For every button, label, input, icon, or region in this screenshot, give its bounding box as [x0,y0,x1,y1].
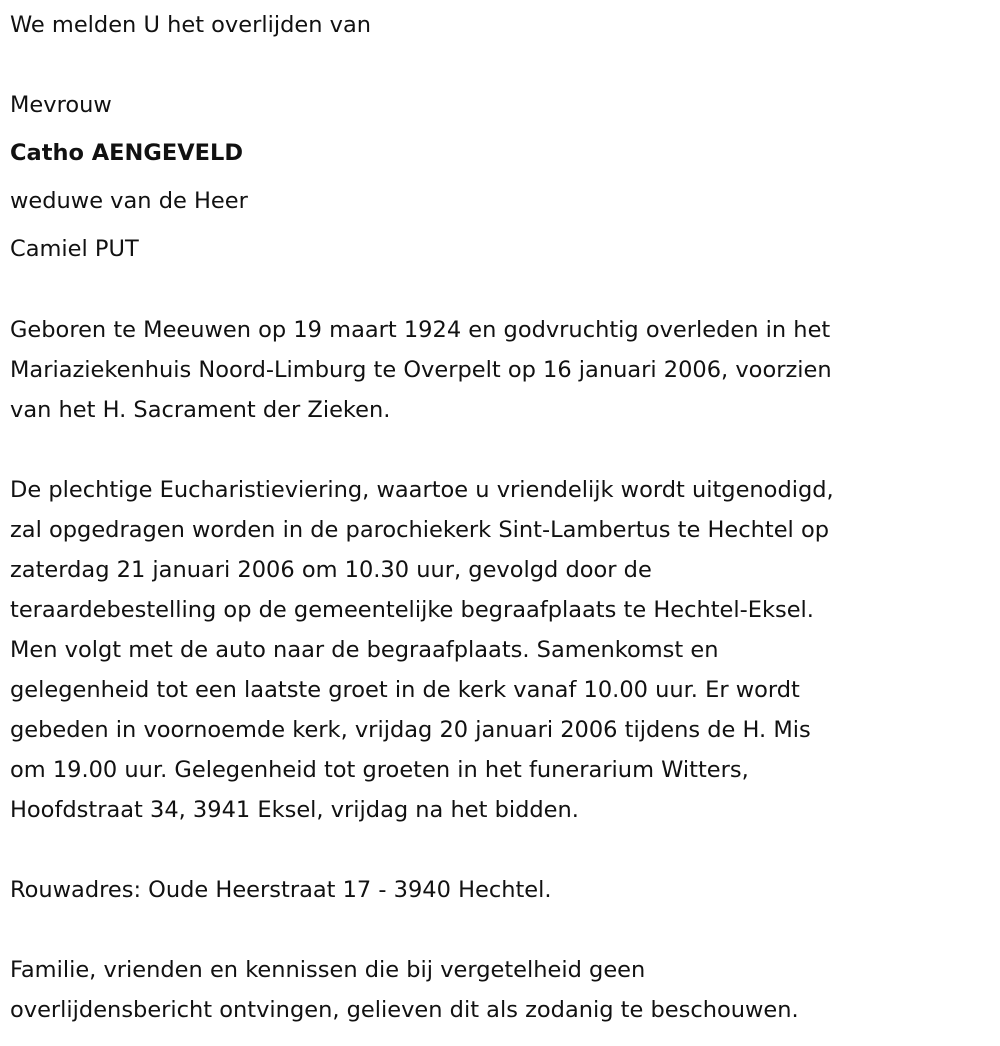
salutation: Mevrouw [10,92,112,118]
paragraph-line: Geboren te Meeuwen op 19 maart 1924 en godvruchtig overleden in het [10,317,831,343]
paragraph-line: zaterdag 21 januari 2006 om 10.30 uur, gevolgd door de [10,557,652,583]
mourning-address: Rouwadres: Oude Heerstraat 17 - 3940 Hechtel. [10,877,552,903]
paragraph-line: Men volgt met de auto naar de begraafplaats. Samenkomst en [10,637,719,663]
paragraph-line: zal opgedragen worden in de parochiekerk Sint-Lambertus te Hechtel op [10,517,829,543]
paragraph-line: Mariaziekenhuis Noord-Limburg te Overpelt op 16 januari 2006, voorzien [10,357,832,383]
birth-paragraph [10,310,1000,430]
closing-paragraph [10,950,1000,1030]
paragraph-line: om 19.00 uur. Gelegenheid tot groeten in het funerarium Witters, [10,757,749,783]
address-block [10,870,1000,910]
deceased-name: Catho AENGEVELD [10,140,244,166]
deceased-block [10,81,1000,273]
paragraph-line: gelegenheid tot een laatste groet in de kerk vanaf 10.00 uur. Er wordt [10,677,800,703]
service-paragraph [10,470,1000,830]
spouse-name: Camiel PUT [10,236,139,262]
paragraph-line: De plechtige Eucharistieviering, waartoe u vriendelijk wordt uitgenodigd, [10,477,834,503]
paragraph-line: gebeden in voornoemde kerk, vrijdag 20 januari 2006 tijdens de H. Mis [10,717,811,743]
paragraph-line: Hoofdstraat 34, 3941 Eksel, vrijdag na het bidden. [10,797,579,823]
paragraph-line: Familie, vrienden en kennissen die bij vergetelheid geen [10,957,646,983]
relation-text: weduwe van de Heer [10,188,248,214]
paragraph-line: overlijdensbericht ontvingen, gelieven dit als zodanig te beschouwen. [10,997,799,1023]
paragraph-line: teraardebestelling op de gemeentelijke begraafplaats te Hechtel-Eksel. [10,597,814,623]
paragraph-line: van het H. Sacrament der Zieken. [10,397,391,423]
intro-block [10,1,1000,49]
intro-text: We melden U het overlijden van [10,12,371,38]
